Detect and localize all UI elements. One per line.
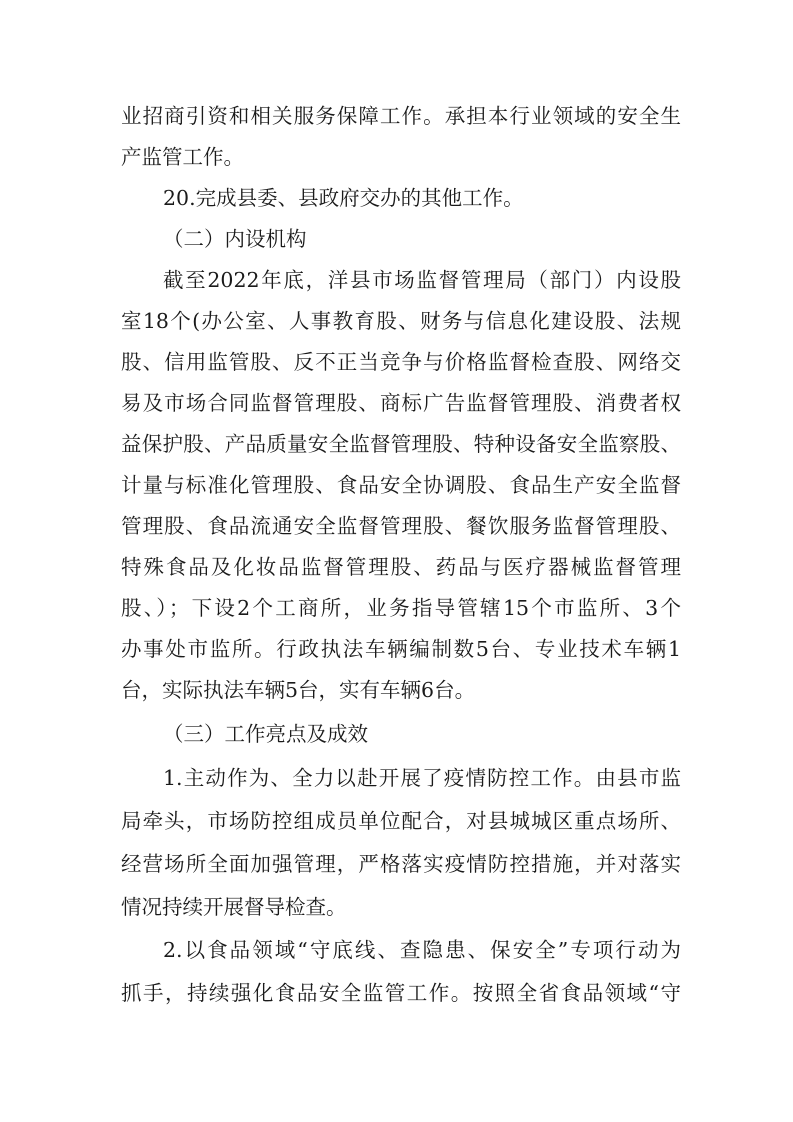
text-line: 2.以食品领域“守底线、查隐患、保安全”专项行动为 (163, 938, 681, 962)
section-heading: （二）内设机构 (163, 227, 307, 251)
text-line: 经营场所全面加强管理，严格落实疫情防控措施，并对落实 (121, 852, 681, 876)
text-line: 产监管工作。 (121, 145, 244, 169)
text-line: 台，实际执法车辆5台，实有车辆6台。 (121, 678, 476, 702)
text-line: 股、信用监管股、反不正当竞争与价格监督检查股、网络交 (121, 350, 681, 374)
text-line: 业招商引资和相关服务保障工作。承担本行业领域的安全生 (121, 104, 681, 128)
text-line: 局牵头，市场防控组成员单位配合，对县城城区重点场所、 (121, 809, 681, 833)
text-line: 截至2022年底，洋县市场监督管理局（部门）内设股 (163, 268, 681, 292)
text-line: 计量与标准化管理股、食品安全协调股、食品生产安全监督 (121, 473, 681, 497)
text-line: 特殊食品及化妆品监督管理股、药品与医疗器械监督管理 (121, 555, 681, 579)
text-line: 办事处市监所。行政执法车辆编制数5台、专业技术车辆1 (121, 637, 681, 661)
text-line: 易及市场合同监督管理股、商标广告监督管理股、消费者权 (121, 391, 681, 415)
text-line: 管理股、食品流通安全监督管理股、餐饮服务监督管理股、 (121, 514, 681, 538)
text-line: 室18个(办公室、人事教育股、财务与信息化建设股、法规 (121, 309, 681, 333)
text-line: 抓手，持续强化食品安全监管工作。按照全省食品领域“守 (121, 981, 681, 1005)
text-line: 20.完成县委、县政府交办的其他工作。 (163, 186, 524, 210)
text-line: 益保护股、产品质量安全监督管理股、特种设备安全监察股、 (121, 432, 681, 456)
section-heading: （三）工作亮点及成效 (163, 722, 368, 746)
text-line: 情况持续开展督导检查。 (121, 895, 347, 919)
text-line: 股、）；下设2个工商所，业务指导管辖15个市监所、3个 (121, 596, 681, 620)
text-line: 1.主动作为、全力以赴开展了疫情防控工作。由县市监 (163, 766, 681, 790)
